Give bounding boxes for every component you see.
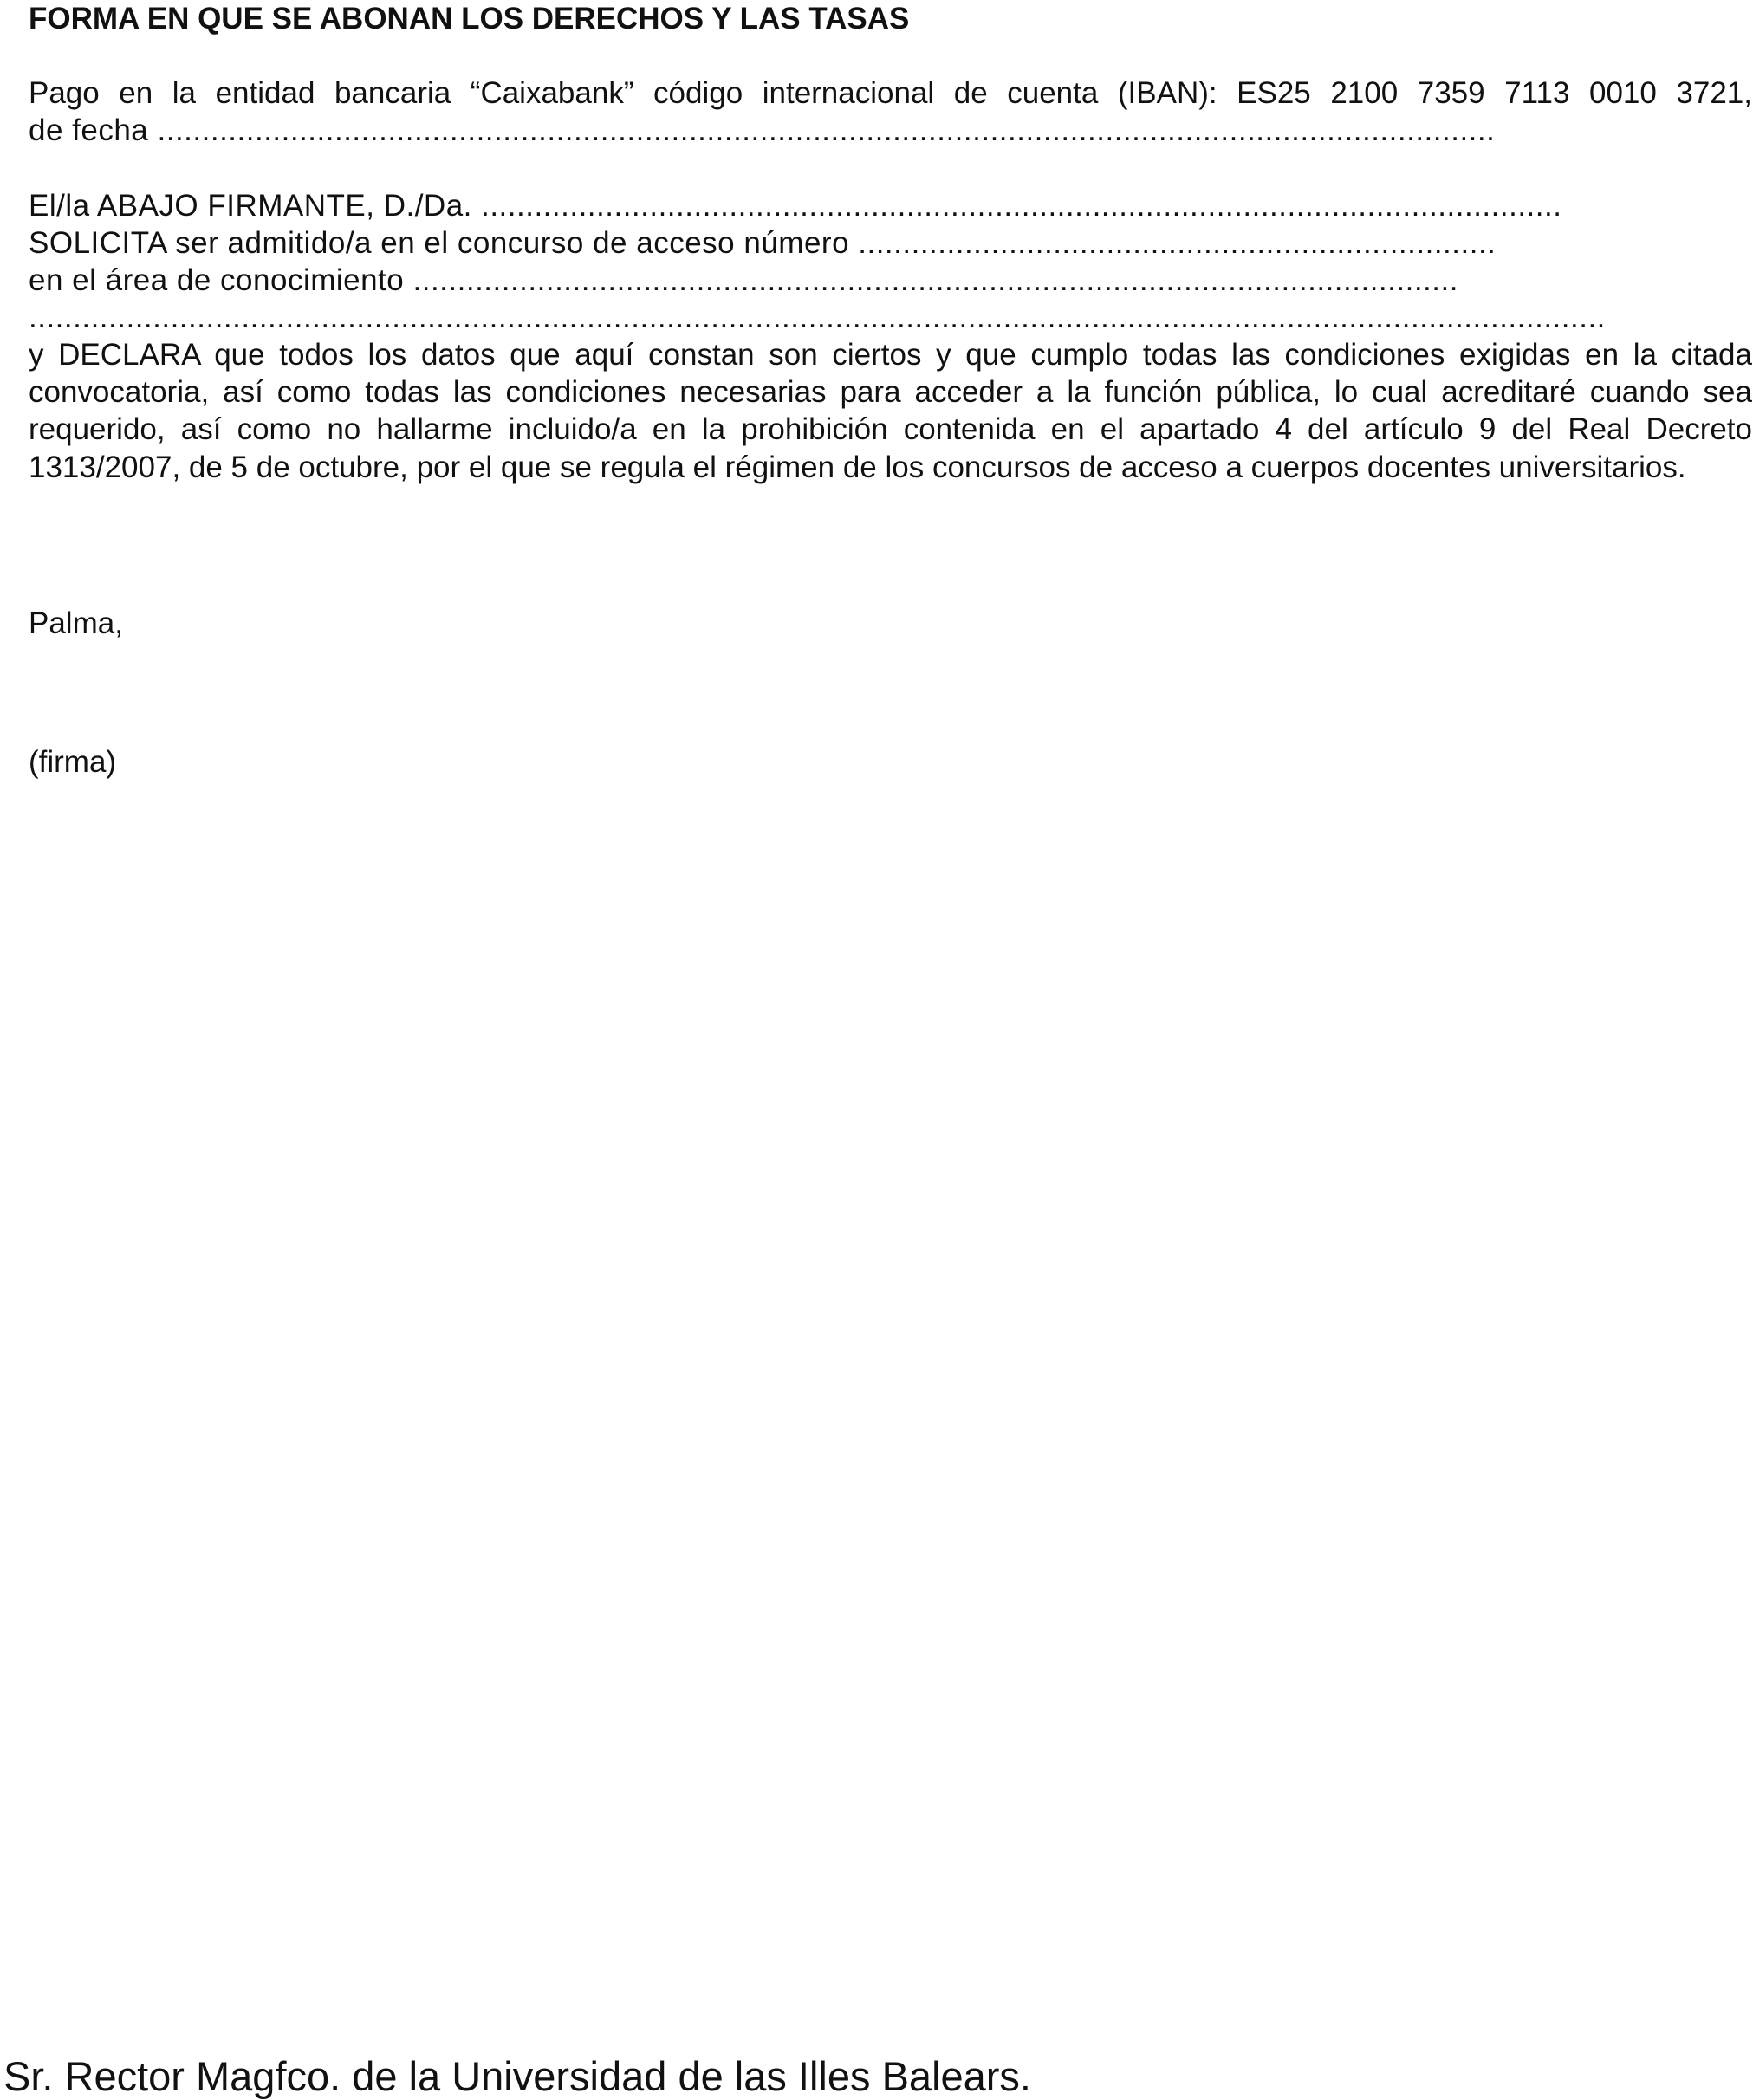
section-heading: FORMA EN QUE SE ABONAN LOS DERECHOS Y LAS TASAS	[29, 2, 910, 36]
knowledge-area-line: en el área de conocimiento ......................................................................................................................	[29, 263, 1458, 297]
applicant-name-line: El/la ABAJO FIRMANTE, D./Da. ..........................................................................................................................	[29, 189, 1562, 223]
payment-block	[29, 75, 1752, 149]
contest-number-line: SOLICITA ser admitido/a en el concurso de acceso número ........................................................................	[29, 226, 1497, 260]
payment-date-line: de fecha .......................................................................................................................................................	[29, 113, 1496, 147]
declaration-paragraph: y DECLARA que todos los datos que aquí constan son ciertos y que cumplo todas las condiciones exigidas en la citada convocatoria, así como todas las condiciones necesarias para acceder a la función pública, lo cual acreditaré cuando sea requerido, así como no hallarme incluido/a en la prohibición contenida en el apartado 4 del artículo 9 del Real Decreto 1313/2007, de 5 de octubre, por el que se regula el régimen de los concursos de acceso a cuerpos docentes universitarios.	[29, 338, 1752, 484]
signature-label: (firma)	[29, 745, 117, 779]
payment-iban-line: Pago en la entidad bancaria “Caixabank” código internacional de cuenta (IBAN): ES25 2100 7359 7113 0010 3721,	[29, 76, 1752, 110]
addressee-footer: Sr. Rector Magfco. de la Universidad de las Illes Balears.	[3, 2053, 1031, 2099]
application-block	[29, 187, 1752, 486]
place-label: Palma,	[29, 606, 123, 640]
knowledge-area-continuation-line: ..................................................................................................................................................................................	[29, 301, 1606, 334]
